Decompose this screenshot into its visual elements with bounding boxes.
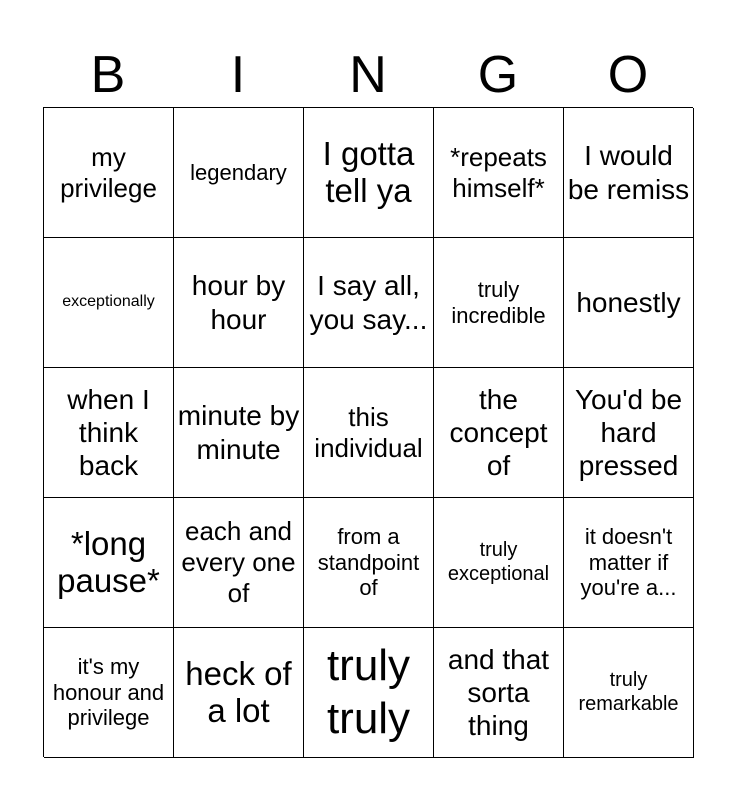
bingo-cell[interactable]: the concept of bbox=[434, 368, 564, 498]
bingo-cell[interactable]: legendary bbox=[174, 108, 304, 238]
bingo-cell[interactable]: *repeats himself* bbox=[434, 108, 564, 238]
bingo-cell[interactable]: this individual bbox=[304, 368, 434, 498]
bingo-cell[interactable]: it's my honour and privilege bbox=[44, 628, 174, 758]
bingo-grid bbox=[43, 107, 693, 757]
bingo-cell[interactable]: hour by hour bbox=[174, 238, 304, 368]
bingo-header bbox=[43, 42, 693, 108]
bingo-cell[interactable]: it doesn't matter if you're a... bbox=[564, 498, 694, 628]
bingo-cell[interactable]: *long pause* bbox=[44, 498, 174, 628]
bingo-cell[interactable]: my privilege bbox=[44, 108, 174, 238]
bingo-cell[interactable]: I would be remiss bbox=[564, 108, 694, 238]
header-letter-g: G bbox=[477, 46, 519, 104]
header-letter-o: O bbox=[607, 46, 649, 104]
bingo-cell[interactable]: each and every one of bbox=[174, 498, 304, 628]
bingo-cell[interactable]: truly exceptional bbox=[434, 498, 564, 628]
bingo-cell[interactable]: You'd be hard pressed bbox=[564, 368, 694, 498]
bingo-cell[interactable]: from a standpoint of bbox=[304, 498, 434, 628]
bingo-cell[interactable]: truly truly bbox=[304, 628, 434, 758]
bingo-cell[interactable]: when I think back bbox=[44, 368, 174, 498]
bingo-cell[interactable]: truly incredible bbox=[434, 238, 564, 368]
bingo-cell[interactable]: heck of a lot bbox=[174, 628, 304, 758]
bingo-cell[interactable]: I say all, you say... bbox=[304, 238, 434, 368]
bingo-cell[interactable]: honestly bbox=[564, 238, 694, 368]
bingo-cell[interactable]: truly remarkable bbox=[564, 628, 694, 758]
header-letter-i: I bbox=[230, 46, 246, 104]
bingo-cell[interactable]: exceptionally bbox=[44, 238, 174, 368]
bingo-cell[interactable]: minute by minute bbox=[174, 368, 304, 498]
bingo-cell[interactable]: and that sorta thing bbox=[434, 628, 564, 758]
header-letter-n: N bbox=[349, 46, 387, 104]
header-letter-b: B bbox=[90, 46, 126, 104]
bingo-cell[interactable]: I gotta tell ya bbox=[304, 108, 434, 238]
